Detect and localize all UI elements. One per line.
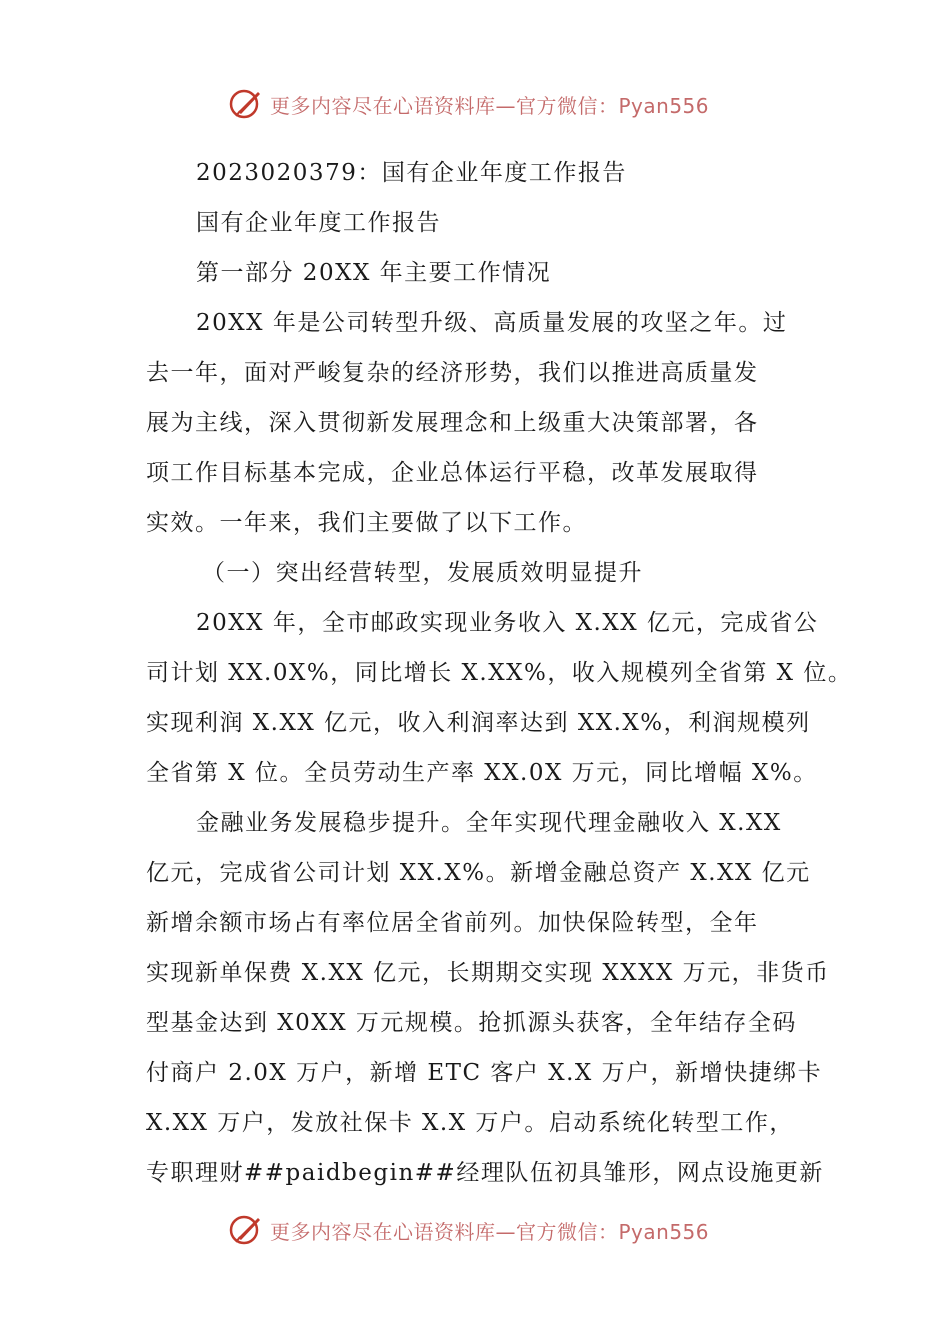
paragraph-line: 型基金达到 X0XX 万元规模。抢抓源头获客，全年结存全码 xyxy=(146,1010,797,1036)
quill-pen-logo-icon xyxy=(228,1212,264,1248)
paragraph-line: 20XX 年是公司转型升级、高质量发展的攻坚之年。过 xyxy=(196,310,788,336)
paragraph-line: 新增余额市场占有率位居全省前列。加快保险转型，全年 xyxy=(146,910,759,936)
paragraph-line: 实现新单保费 X.XX 亿元，长期期交实现 XXXX 万元，非货币 xyxy=(146,960,830,986)
paragraph-line: 司计划 XX.0X%，同比增长 X.XX%，收入规模列全省第 X 位。 xyxy=(146,660,853,686)
paragraph-line: 去一年，面对严峻复杂的经济形势，我们以推进高质量发 xyxy=(146,360,759,386)
paragraph-line: 金融业务发展稳步提升。全年实现代理金融收入 X.XX xyxy=(196,810,782,836)
paragraph-line: 20XX 年，全市邮政实现业务收入 X.XX 亿元，完成省公 xyxy=(196,610,819,636)
document-heading: 国有企业年度工作报告 xyxy=(196,210,441,236)
watermark-text: 更多内容尽在心语资料库—官方微信：Pyan556 xyxy=(270,1219,710,1244)
subsection-heading: （一）突出经营转型，发展质效明显提升 xyxy=(202,560,643,586)
paragraph-line: 实现利润 X.XX 亿元，收入利润率达到 XX.X%，利润规模列 xyxy=(146,710,811,736)
paragraph-line: 项工作目标基本完成，企业总体运行平稳，改革发展取得 xyxy=(146,460,759,486)
paragraph-line: 亿元，完成省公司计划 XX.X%。新增金融总资产 X.XX 亿元 xyxy=(146,860,811,886)
quill-pen-logo-icon xyxy=(228,86,264,122)
paragraph-line: 展为主线，深入贯彻新发展理念和上级重大决策部署，各 xyxy=(146,410,759,436)
watermark-text: 更多内容尽在心语资料库—官方微信：Pyan556 xyxy=(270,93,710,118)
paragraph-line: X.XX 万户，发放社保卡 X.X 万户。启动系统化转型工作， xyxy=(146,1110,794,1136)
paragraph-line: 付商户 2.0X 万户，新增 ETC 客户 X.X 万户，新增快捷绑卡 xyxy=(146,1060,823,1086)
paragraph-line: 专职理财##paidbegin##经理队伍初具雏形，网点设施更新 xyxy=(146,1160,824,1186)
paragraph-line: 实效。一年来，我们主要做了以下工作。 xyxy=(146,510,587,536)
section-heading: 第一部分 20XX 年主要工作情况 xyxy=(196,260,552,286)
document-body xyxy=(146,148,853,1198)
watermark-footer xyxy=(228,1210,709,1250)
watermark-header xyxy=(228,84,709,124)
paragraph-line: 全省第 X 位。全员劳动生产率 XX.0X 万元，同比增幅 X%。 xyxy=(146,760,818,786)
document-title-line: 2023020379：国有企业年度工作报告 xyxy=(196,160,627,186)
